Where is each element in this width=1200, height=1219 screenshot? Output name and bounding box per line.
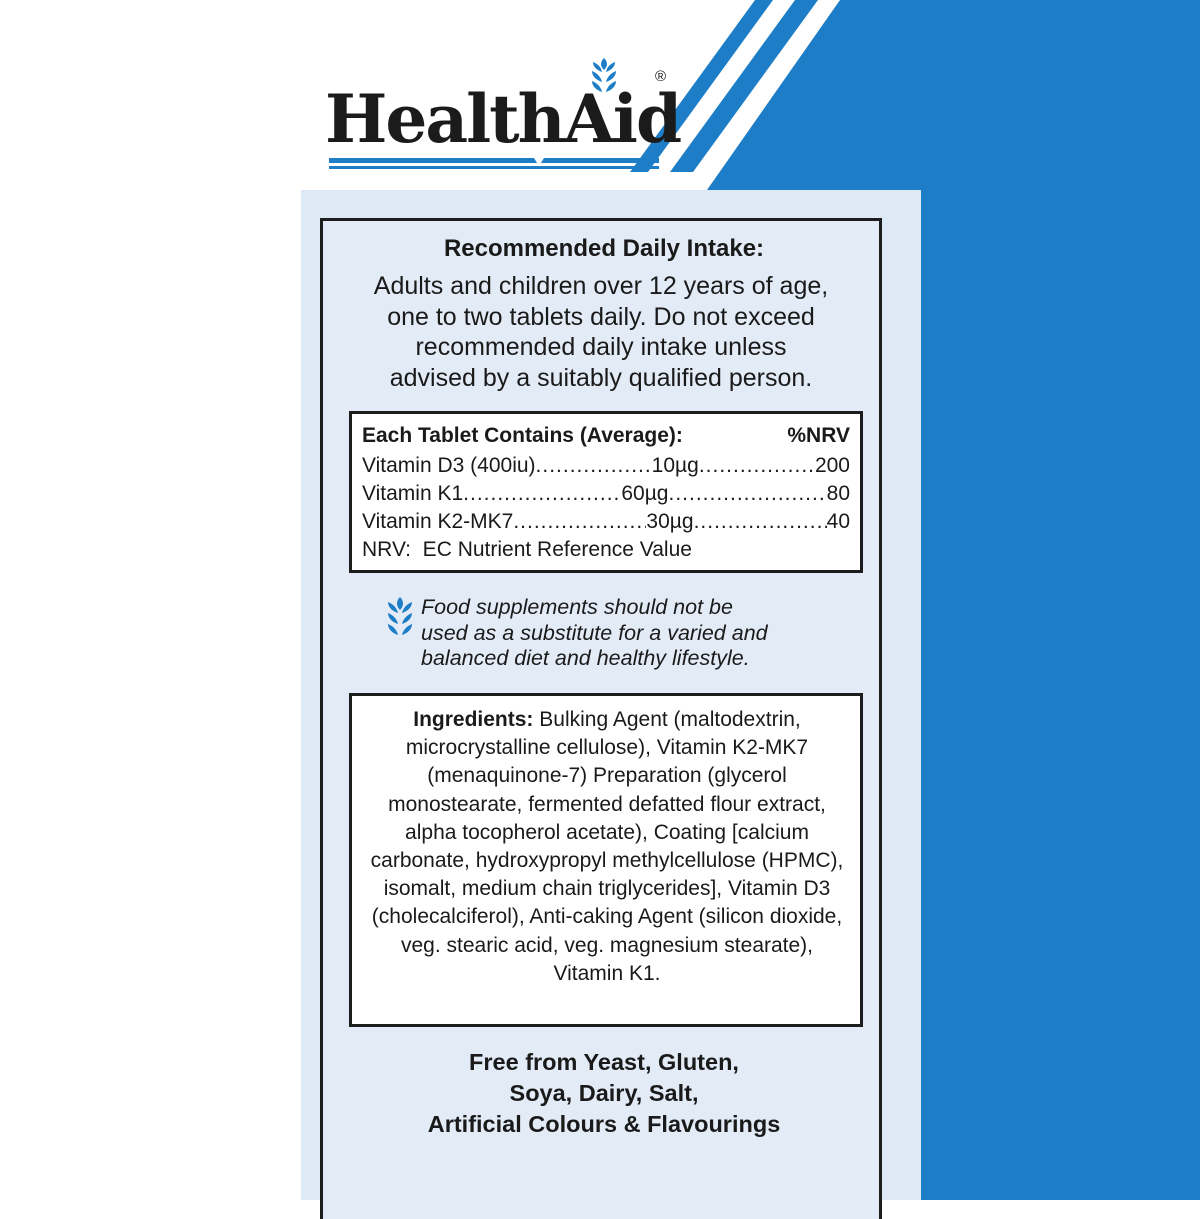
nutrition-row	[362, 510, 850, 534]
recommended-intake-text	[343, 271, 859, 393]
supplement-notice-text	[421, 595, 861, 672]
nutrient-nrv: 200	[814, 454, 850, 477]
free-from-line: Free from Yeast, Gluten,	[469, 1049, 739, 1075]
nutrient-name: Vitamin D3 (400iu)	[362, 454, 536, 477]
dot-leader	[699, 454, 815, 478]
registered-mark: ®	[655, 68, 667, 85]
nutrition-row	[362, 454, 850, 478]
recommended-line: recommended daily intake unless	[415, 333, 787, 361]
recommended-line: advised by a suitably qualified person.	[389, 363, 813, 392]
notice-line: Food supplements should not be	[421, 595, 733, 619]
nrv-footnote: NRV: EC Nutrient Reference Value	[362, 538, 692, 561]
free-from-statement	[323, 1047, 885, 1140]
nutrition-header	[362, 424, 850, 448]
ingredients-box	[349, 693, 863, 1027]
dot-leader	[668, 482, 826, 506]
ingredients-label: Ingredients:	[413, 708, 534, 731]
recommended-intake-title: Recommended Daily Intake:	[443, 235, 765, 262]
nutrition-header-nrv: %NRV	[787, 424, 850, 447]
notice-line: used as a substitute for a varied and	[421, 620, 768, 645]
free-from-line: Artificial Colours & Flavourings	[427, 1111, 781, 1137]
notice-line: balanced diet and healthy lifestyle.	[421, 646, 750, 670]
recommended-line: one to two tablets daily. Do not exceed	[387, 302, 815, 331]
dot-leader	[463, 482, 621, 506]
nutrient-amount: 60µg	[621, 482, 669, 505]
nutrient-nrv: 40	[826, 510, 850, 533]
ingredients-text	[368, 706, 846, 988]
free-from-line: Soya, Dairy, Salt,	[509, 1080, 699, 1106]
ingredients-list: Bulking Agent (maltodextrin, microcrystalline cellulose), Vitamin K2-MK7 (menaquinone-7) Preparation (glycerol monostearate, fermented defatted flour extract, alpha tocopherol acetate), Coating [calcium carbonate, hydroxypropyl methylcellulose (HPMC), isomalt, medium chain triglycerides], Vitamin D3 (cholecalciferol), Anti-caking Agent (silicon dioxide, veg. stearic acid, veg. magnesium stearate), Vitamin K1.	[370, 708, 844, 985]
nutrition-table	[349, 411, 863, 573]
dot-leader	[513, 510, 646, 534]
recommended-line: Adults and children over 12 years of age,	[373, 272, 829, 300]
nutrition-header-label: Each Tablet Contains (Average):	[362, 424, 683, 447]
dot-leader	[536, 454, 652, 478]
dot-leader	[694, 510, 827, 534]
nutrient-amount: 30µg	[646, 510, 694, 533]
nutrient-name: Vitamin K1	[362, 482, 464, 505]
brand-logo	[325, 50, 681, 180]
nutrient-name: Vitamin K2-MK7	[362, 510, 514, 533]
logo-underline	[329, 158, 659, 172]
brand-name: HealthAid	[325, 80, 681, 158]
nutrient-amount: 10µg	[651, 454, 699, 477]
nutrition-row	[362, 482, 850, 506]
info-panel	[320, 218, 882, 1219]
nutrient-nrv: 80	[826, 482, 851, 505]
wheat-leaf-icon	[383, 595, 417, 639]
